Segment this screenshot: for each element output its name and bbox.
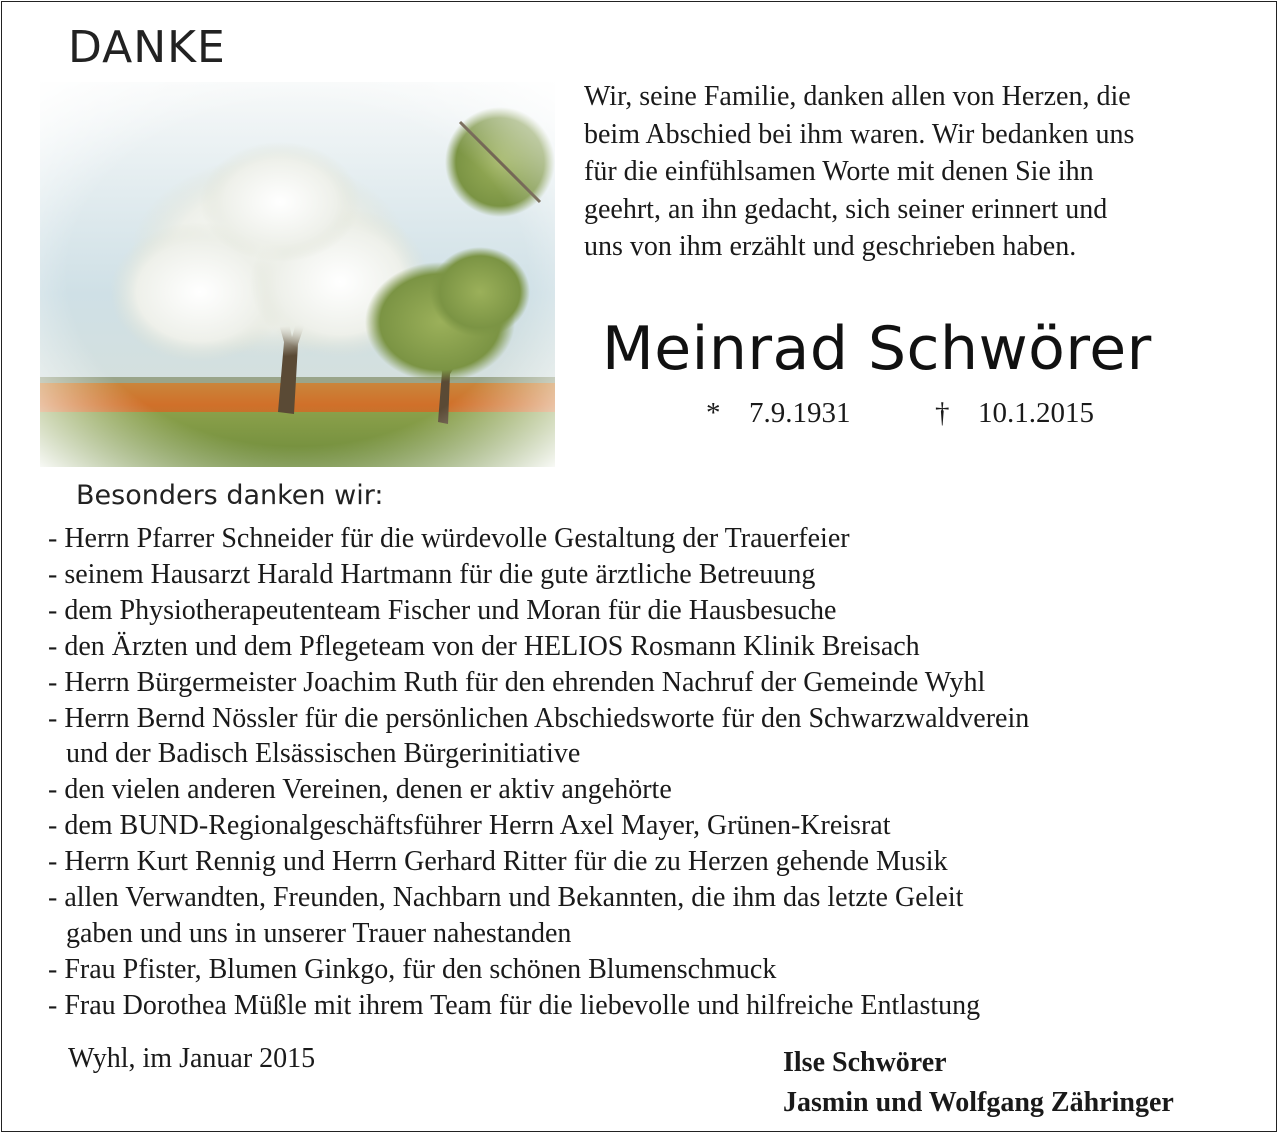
- death-symbol: †: [935, 397, 950, 429]
- thanks-line: - dem Physiotherapeutenteam Fischer und Moran für die Hausbesuche: [48, 594, 837, 626]
- signature-name: Jasmin und Wolfgang Zähringer: [783, 1087, 1174, 1118]
- thanks-line: - den Ärzten und dem Pflegeteam von der HELIOS Rosmann Klinik Breisach: [48, 630, 920, 662]
- thanks-line-continuation: und der Badisch Elsässischen Bürgerinitiative: [66, 738, 581, 770]
- place-date: Wyhl, im Januar 2015: [68, 1043, 316, 1074]
- thanks-heading: Besonders danken wir:: [76, 480, 384, 511]
- intro-line: beim Abschied bei ihm waren. Wir bedanken uns: [584, 118, 1135, 150]
- blossoming-tree-photo: [40, 82, 555, 467]
- birth-symbol: *: [706, 397, 721, 429]
- intro-line: uns von ihm erzählt und geschrieben haben.: [584, 231, 1077, 262]
- life-dates: [706, 397, 1094, 430]
- intro-line: geehrt, an ihn gedacht, sich seiner erinnert und: [584, 193, 1108, 225]
- intro-line: Wir, seine Familie, danken allen von Herzen, die: [584, 81, 1131, 112]
- signature-name: Ilse Schwörer: [783, 1047, 947, 1078]
- thanks-line: - allen Verwandten, Freunden, Nachbarn und Bekannten, die ihm das letzte Geleit: [48, 882, 964, 914]
- signature-block: [783, 1043, 1174, 1123]
- thanks-line: - Frau Dorothea Müßle mit ihrem Team für die liebevolle und hilfreiche Entlastung: [48, 989, 981, 1021]
- thanks-line: - Herrn Bürgermeister Joachim Ruth für den ehrenden Nachruf der Gemeinde Wyhl: [48, 666, 986, 698]
- thanks-line: - seinem Hausarzt Harald Hartmann für die gute ärztliche Betreuung: [48, 558, 816, 590]
- intro-line: für die einfühlsamen Worte mit denen Sie ihn: [584, 156, 1094, 187]
- intro-text: [584, 78, 1244, 266]
- birth-date: 7.9.1931: [749, 397, 851, 429]
- thanks-line: - Herrn Pfarrer Schneider für die würdevolle Gestaltung der Trauerfeier: [48, 523, 850, 554]
- thanks-line: - Frau Pfister, Blumen Ginkgo, für den schönen Blumenschmuck: [48, 953, 777, 985]
- death-date: 10.1.2015: [978, 397, 1094, 429]
- notice-heading: DANKE: [68, 22, 226, 73]
- thanks-line: - Herrn Bernd Nössler für die persönlichen Abschiedsworte für den Schwarzwaldverein: [48, 702, 1030, 734]
- thanks-line: - Herrn Kurt Rennig und Herrn Gerhard Ritter für die zu Herzen gehende Musik: [48, 846, 948, 878]
- deceased-name: Meinrad Schwörer: [602, 314, 1152, 384]
- thanks-line: - dem BUND-Regionalgeschäftsführer Herrn Axel Mayer, Grünen-Kreisrat: [48, 810, 891, 842]
- thanks-line: - den vielen anderen Vereinen, denen er aktiv angehörte: [48, 774, 672, 806]
- thanks-list: [48, 521, 1248, 1024]
- thanks-line-continuation: gaben und uns in unserer Trauer nahestanden: [66, 917, 572, 949]
